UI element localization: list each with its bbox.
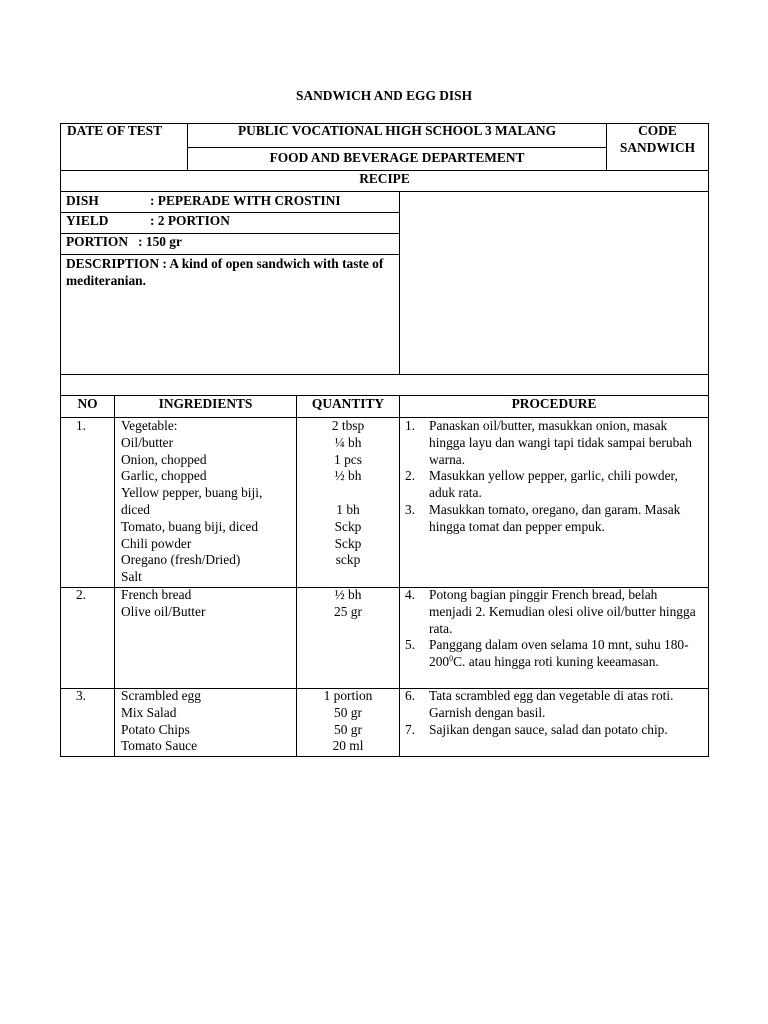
- quantity: 20 ml: [332, 738, 364, 754]
- quantity: 25 gr: [334, 603, 362, 619]
- ingredient: Olive oil/Butter: [121, 603, 206, 619]
- yield-value: : 2 PORTION: [150, 213, 230, 228]
- quantity: sckp: [335, 552, 361, 568]
- ingredient: Garlic, chopped: [121, 468, 207, 484]
- step-text: Potong bagian pinggir French bread, belah menjadi 2. Kemudian olesi olive oil/butter hingga rata.: [429, 587, 696, 636]
- quantity: 1 pcs: [334, 451, 362, 467]
- quantity: 50 gr: [334, 721, 362, 737]
- rule: [60, 254, 400, 255]
- step-number: 2.: [405, 468, 416, 484]
- rule: [60, 191, 709, 192]
- step-number: 3.: [405, 501, 416, 517]
- ingredient: Vegetable:: [121, 418, 178, 433]
- procedure-step: [405, 722, 701, 739]
- procedure-step: [405, 418, 701, 468]
- ingredient: Salt: [121, 569, 142, 585]
- row-1-ingredients: [121, 418, 262, 586]
- rule: [399, 395, 400, 756]
- yield-label: YIELD: [66, 213, 109, 228]
- row-1-number: 1.: [75, 418, 87, 433]
- step-text: Sajikan dengan sauce, salad dan potato chip.: [429, 721, 668, 737]
- step-number: 5.: [405, 637, 416, 653]
- step-number: 7.: [405, 721, 416, 737]
- department-name: FOOD AND BEVERAGE DEPARTEMENT: [269, 150, 525, 165]
- step-text: Masukkan tomato, oregano, dan garam. Masak hingga tomat dan pepper empuk.: [429, 501, 681, 534]
- ingredient: Mix Salad: [121, 704, 177, 720]
- step-text: Tata scrambled egg dan vegetable di atas roti. Garnish dengan basil.: [429, 688, 674, 720]
- ingredient: Tomato, buang biji, diced: [121, 518, 259, 534]
- quantity: ½ bh: [334, 587, 362, 602]
- column-ingredients: INGREDIENTS: [158, 396, 253, 411]
- procedure-step: [405, 468, 701, 502]
- document-title: SANDWICH AND EGG DISH: [296, 88, 472, 103]
- rule: [187, 147, 607, 148]
- rule: [60, 123, 61, 757]
- portion-info: PORTION : 150 gr: [66, 234, 182, 249]
- ingredient: Yellow pepper, buang biji,: [121, 485, 263, 501]
- rule: [708, 123, 709, 757]
- procedure-step: [405, 502, 701, 536]
- ingredient: Oil/butter: [121, 434, 174, 450]
- column-procedure: PROCEDURE: [511, 396, 597, 411]
- column-quantity: QUANTITY: [311, 396, 385, 411]
- step-number: 1.: [405, 418, 416, 433]
- row-2-procedure: [405, 587, 701, 671]
- ingredient: Oregano (fresh/Dried): [121, 552, 241, 568]
- dish-value: : PEPERADE WITH CROSTINI: [150, 193, 341, 208]
- ingredient: diced: [121, 501, 150, 517]
- procedure-step: [405, 587, 701, 637]
- row-2-ingredients: [121, 587, 205, 621]
- ingredient: French bread: [121, 587, 192, 602]
- recipe-heading: RECIPE: [359, 171, 410, 186]
- code-value: SANDWICH: [619, 140, 696, 155]
- quantity: 2 tbsp: [331, 418, 365, 433]
- step-text: Panggang dalam oven selama 10 mnt, suhu 180-200: [429, 637, 689, 670]
- rule: [114, 395, 115, 756]
- quantity: Sckp: [334, 518, 362, 534]
- date-of-test-label: DATE OF TEST: [67, 123, 163, 138]
- rule: [60, 212, 400, 213]
- quantity: ¼ bh: [334, 434, 362, 450]
- rule: [399, 191, 400, 374]
- row-3-number: 3.: [75, 688, 87, 703]
- row-3-procedure: [405, 688, 701, 738]
- step-text: Panaskan oil/butter, masukkan onion, masak hingga layu dan wangi tapi tidak sampai berubah warna.: [429, 418, 692, 467]
- rule: [60, 374, 709, 375]
- quantity: Sckp: [334, 535, 362, 551]
- code-label: CODE: [638, 123, 677, 138]
- description-info: DESCRIPTION : A kind of open sandwich with taste of mediteranian.: [66, 256, 384, 288]
- procedure-step: [405, 688, 701, 722]
- quantity: ½ bh: [334, 468, 362, 484]
- step-text: C. atau hingga roti kuning keeamasan.: [453, 654, 659, 670]
- quantity: [297, 569, 399, 586]
- row-3-ingredients: [121, 688, 201, 755]
- ingredient: Tomato Sauce: [121, 738, 198, 754]
- step-number: 6.: [405, 688, 416, 703]
- ingredient: Scrambled egg: [121, 688, 201, 703]
- row-1-procedure: [405, 418, 701, 536]
- school-name: PUBLIC VOCATIONAL HIGH SCHOOL 3 MALANG: [237, 123, 557, 138]
- ingredient: Potato Chips: [121, 721, 190, 737]
- quantity: 1 bh: [336, 501, 360, 517]
- quantity: [297, 485, 399, 502]
- procedure-step: [405, 637, 701, 671]
- quantity: 1 portion: [323, 688, 373, 703]
- row-1-quantities: [297, 418, 399, 586]
- quantity: 50 gr: [334, 704, 362, 720]
- row-2-quantities: [297, 587, 399, 621]
- rule: [60, 756, 709, 757]
- degree-superscript: 0: [449, 654, 454, 664]
- column-no: NO: [77, 396, 98, 411]
- row-3-quantities: [297, 688, 399, 755]
- step-text: Masukkan yellow pepper, garlic, chili powder, aduk rata.: [429, 468, 678, 501]
- step-number: 4.: [405, 587, 416, 602]
- row-2-number: 2.: [75, 587, 87, 602]
- dish-label: DISH: [66, 193, 99, 208]
- ingredient: Onion, chopped: [121, 451, 207, 467]
- ingredient: Chili powder: [121, 535, 192, 551]
